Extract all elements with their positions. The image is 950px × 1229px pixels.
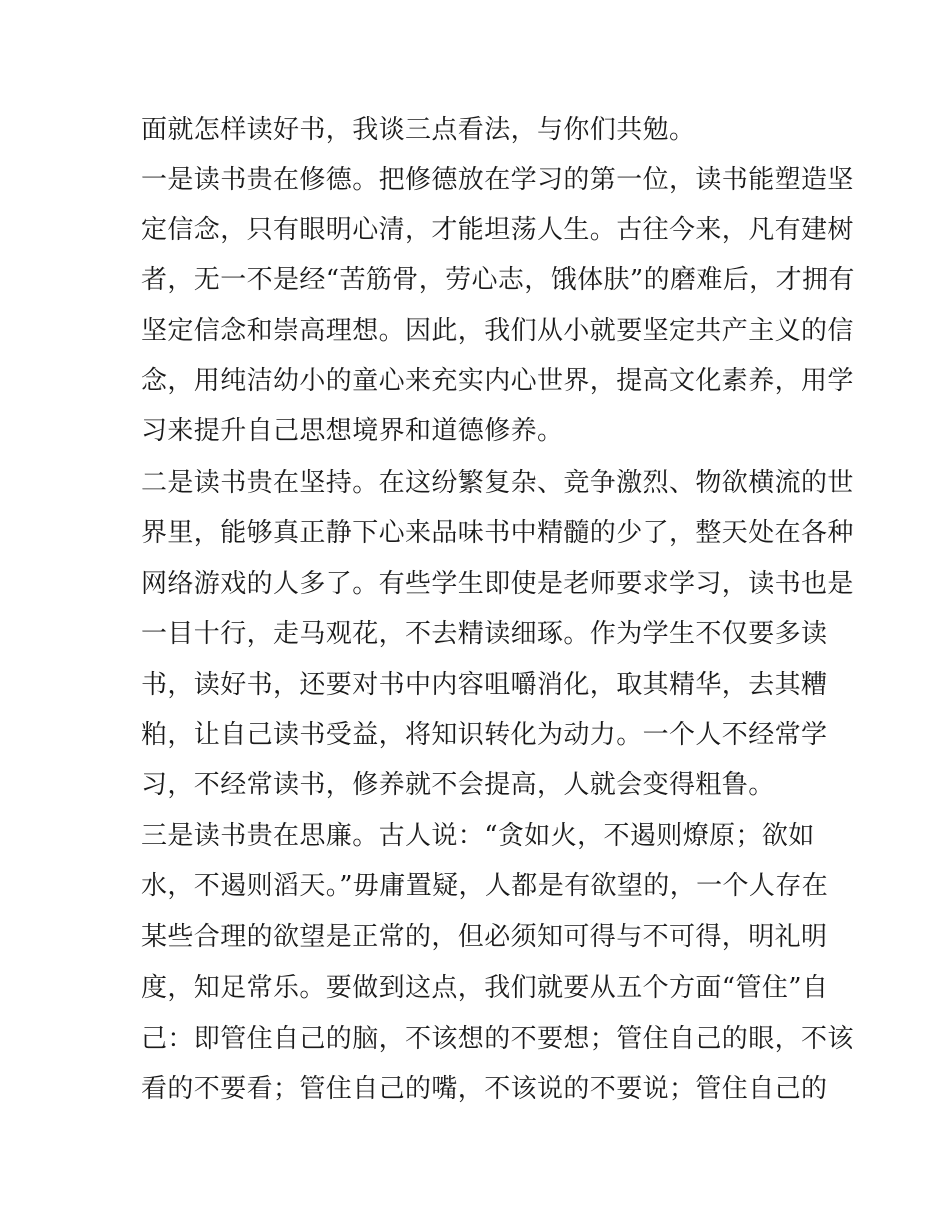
- text-line: 粕，让自己读书受益，将知识转化为动力。一个人不经常学: [141, 720, 828, 750]
- text-line: 面就怎样读好书，我谈三点看法，与你们共勉。: [141, 115, 696, 145]
- text-line: 二是读书贵在坚持。在这纷繁复杂、竞争激烈、物欲横流的世: [141, 468, 854, 498]
- text-line: 度，知足常乐。要做到这点，我们就要从五个方面“管住”自: [141, 973, 829, 1003]
- text-line: 坚定信念和崇高理想。因此，我们从小就要坚定共产主义的信: [141, 316, 854, 346]
- text-line: 水，不遏则滔天。”毋庸置疑，人都是有欲望的，一个人存在: [141, 871, 829, 901]
- text-line: 习来提升自己思想境界和道德修养。: [141, 416, 564, 446]
- text-line: 某些合理的欲望是正常的，但必须知可得与不可得，明礼明: [141, 922, 828, 952]
- text-line: 习，不经常读书，修养就不会提高，人就会变得粗鲁。: [141, 770, 775, 800]
- text-line: 网络游戏的人多了。有些学生即使是老师要求学习，读书也是: [141, 569, 854, 599]
- text-line: 看的不要看；管住自己的嘴，不该说的不要说；管住自己的: [141, 1074, 828, 1104]
- text-line: 界里，能够真正静下心来品味书中精髓的少了，整天处在各种: [141, 518, 854, 548]
- text-line: 一是读书贵在修德。把修德放在学习的第一位，读书能塑造坚: [141, 165, 854, 195]
- text-line: 念，用纯洁幼小的童心来充实内心世界，提高文化素养，用学: [141, 366, 854, 396]
- text-line: 者，无一不是经“苦筋骨，劳心志，饿体肤”的磨难后，才拥有: [141, 265, 855, 295]
- text-line: 定信念，只有眼明心清，才能坦荡人生。古往今来，凡有建树: [141, 215, 854, 245]
- text-line: 己：即管住自己的脑，不该想的不要想；管住自己的眼，不该: [141, 1024, 854, 1054]
- text-line: 三是读书贵在思廉。古人说：“贪如火，不遏则燎原；欲如: [141, 821, 815, 851]
- text-line: 书，读好书，还要对书中内容咀嚼消化，取其精华，去其糟: [141, 670, 828, 700]
- text-line: 一目十行，走马观花，不去精读细琢。作为学生不仅要多读: [141, 619, 828, 649]
